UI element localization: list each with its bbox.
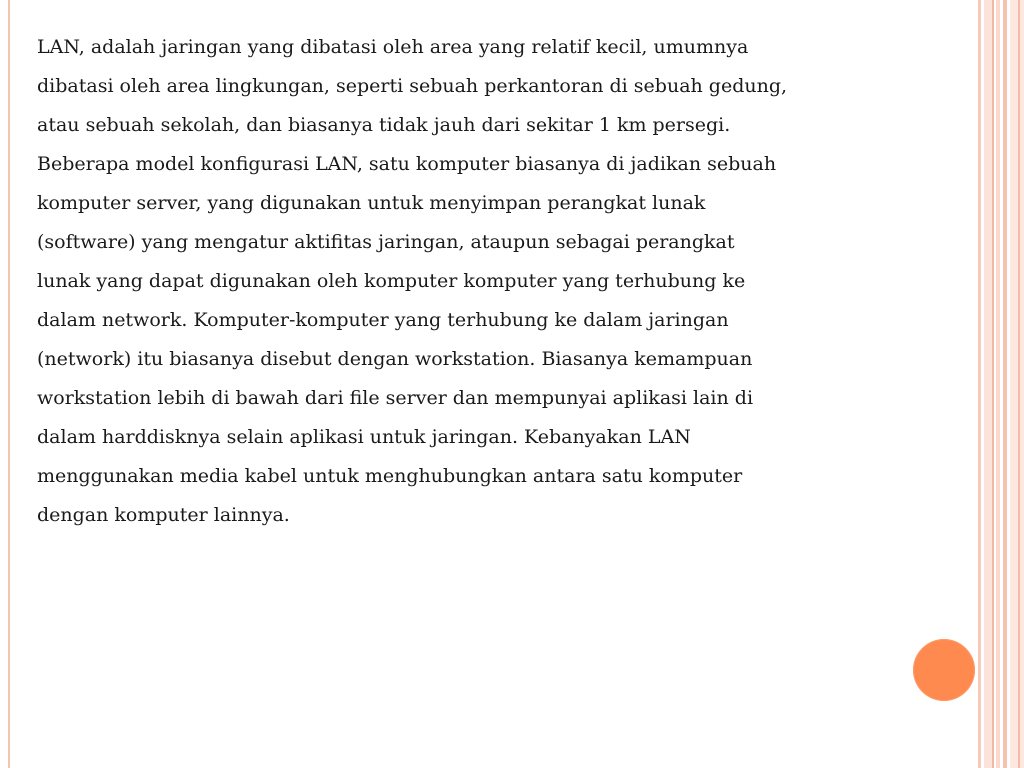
right-stripe-decoration <box>984 0 992 768</box>
text-line: workstation lebih di bawah dari file server dan mempunyai aplikasi lain di <box>37 387 754 409</box>
text-line: (network) itu biasanya disebut dengan workstation. Biasanya kemampuan <box>37 348 753 370</box>
text-line: (software) yang mengatur aktifitas jaringan, ataupun sebagai perangkat <box>37 231 735 253</box>
text-line: dengan komputer lainnya. <box>37 504 290 526</box>
right-stripe-decoration <box>1018 0 1020 768</box>
text-line: lunak yang dapat digunakan oleh komputer komputer yang terhubung ke <box>37 270 746 292</box>
text-line: LAN, adalah jaringan yang dibatasi oleh area yang relatif kecil, umumnya <box>37 36 749 58</box>
right-stripe-decoration <box>978 0 981 768</box>
text-line: atau sebuah sekolah, dan biasanya tidak jauh dari sekitar 1 km persegi. <box>37 114 731 136</box>
text-line: dalam harddisknya selain aplikasi untuk jaringan. Kebanyakan LAN <box>37 426 691 448</box>
text-line: dalam network. Komputer-komputer yang terhubung ke dalam jaringan <box>37 309 729 331</box>
right-stripe-decoration <box>1010 0 1024 768</box>
text-line: Beberapa model konfigurasi LAN, satu komputer biasanya di jadikan sebuah <box>37 153 777 175</box>
text-line: komputer server, yang digunakan untuk menyimpan perangkat lunak <box>37 192 706 214</box>
right-stripe-decoration <box>992 0 994 768</box>
right-stripe-decoration <box>1003 0 1007 768</box>
orange-circle-decoration <box>913 639 975 701</box>
slide-body-text <box>37 28 962 535</box>
text-line: dibatasi oleh area lingkungan, seperti sebuah perkantoran di sebuah gedung, <box>37 75 788 97</box>
left-border-line <box>8 0 10 768</box>
text-line: menggunakan media kabel untuk menghubungkan antara satu komputer <box>37 465 743 487</box>
right-stripe-decoration <box>996 0 1000 768</box>
